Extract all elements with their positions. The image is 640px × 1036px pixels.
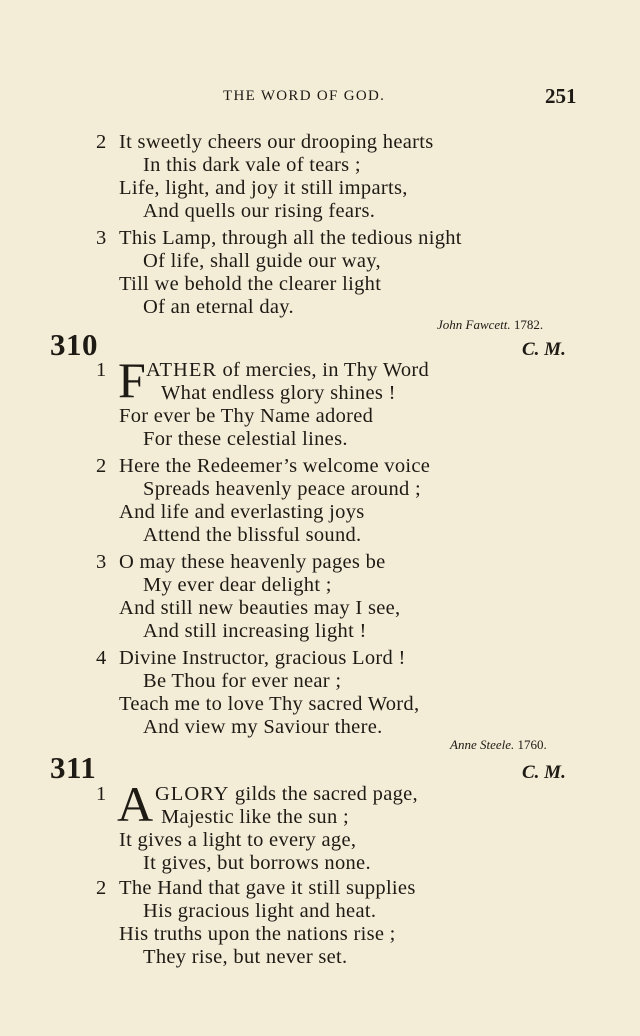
first-word: GLORY: [155, 783, 230, 805]
verse-line: Here the Redeemer’s welcome voice: [119, 455, 431, 477]
verse-line: It sweetly cheers our drooping hearts: [119, 131, 434, 153]
verse-line: Of an eternal day.: [143, 296, 294, 318]
running-head: [0, 86, 640, 110]
hymn-attribution: [437, 317, 543, 333]
drop-cap: F: [118, 352, 146, 408]
verse-line: O may these heavenly pages be: [119, 551, 386, 573]
verse-line: His truths upon the nations rise ;: [119, 923, 396, 945]
stanza-number: 2: [96, 877, 107, 899]
first-word: ATHER: [146, 359, 218, 381]
verse-line: And still increasing light !: [143, 620, 367, 642]
verse-line: This Lamp, through all the tedious night: [119, 227, 462, 249]
first-line-rest: of mercies, in Thy Word: [217, 359, 430, 381]
verse-line: For these celestial lines.: [143, 428, 348, 450]
verse-line: Divine Instructor, gracious Lord !: [119, 647, 406, 669]
hymn-attribution: [450, 737, 547, 753]
hymn-meter: C. M.: [522, 762, 566, 783]
verse-line: In this dark vale of tears ;: [143, 154, 361, 176]
running-title: THE WORD OF GOD.: [223, 88, 386, 104]
verse-line: Teach me to love Thy sacred Word,: [119, 693, 420, 715]
verse-line: Till we behold the clearer light: [119, 273, 382, 295]
verse-line: And view my Saviour there.: [143, 716, 383, 738]
verse-line: Be Thou for ever near ;: [143, 670, 342, 692]
verse-line: Life, light, and joy it still imparts,: [119, 177, 408, 199]
stanza-number: 1: [96, 783, 107, 805]
verse-line: The Hand that gave it still supplies: [119, 877, 416, 899]
stanza-number: 4: [96, 647, 107, 669]
stanza-number: 2: [96, 131, 107, 153]
drop-cap: A: [117, 776, 154, 832]
verse-line: And still new beauties may I see,: [119, 597, 401, 619]
verse-line: My ever dear delight ;: [143, 574, 332, 596]
verse-line: Majestic like the sun ;: [161, 806, 349, 828]
stanza-number: 3: [96, 551, 107, 573]
author-name: John Fawcett.: [437, 317, 511, 332]
verse-line: Attend the blissful sound.: [143, 524, 362, 546]
verse-line: They rise, but never set.: [143, 946, 348, 968]
verse-line: It gives a light to every age,: [119, 829, 357, 851]
verse-line: Spreads heavenly peace around ;: [143, 478, 421, 500]
verse-line: For ever be Thy Name adored: [119, 405, 374, 427]
stanza-number: 3: [96, 227, 107, 249]
hymn-meter: C. M.: [522, 339, 566, 360]
author-name: Anne Steele.: [450, 737, 515, 752]
page-number: 251: [545, 84, 577, 108]
verse-line: It gives, but borrows none.: [143, 852, 371, 874]
verse-line: Of life, shall guide our way,: [143, 250, 381, 272]
verse-line: His gracious light and heat.: [143, 900, 377, 922]
verse-line: [146, 358, 429, 382]
author-year: 1760.: [517, 737, 547, 752]
author-year: 1782.: [513, 317, 544, 332]
hymn-number: 311: [50, 750, 97, 785]
verse-line: And quells our rising fears.: [143, 200, 376, 222]
first-line-rest: gilds the sacred page,: [229, 783, 418, 805]
verse-line: And life and everlasting joys: [119, 501, 365, 523]
verse-line: What endless glory shines !: [161, 382, 396, 404]
stanza-number: 1: [96, 359, 107, 381]
stanza-number: 2: [96, 455, 107, 477]
verse-line: [155, 782, 418, 806]
hymn-number: 310: [50, 327, 98, 362]
